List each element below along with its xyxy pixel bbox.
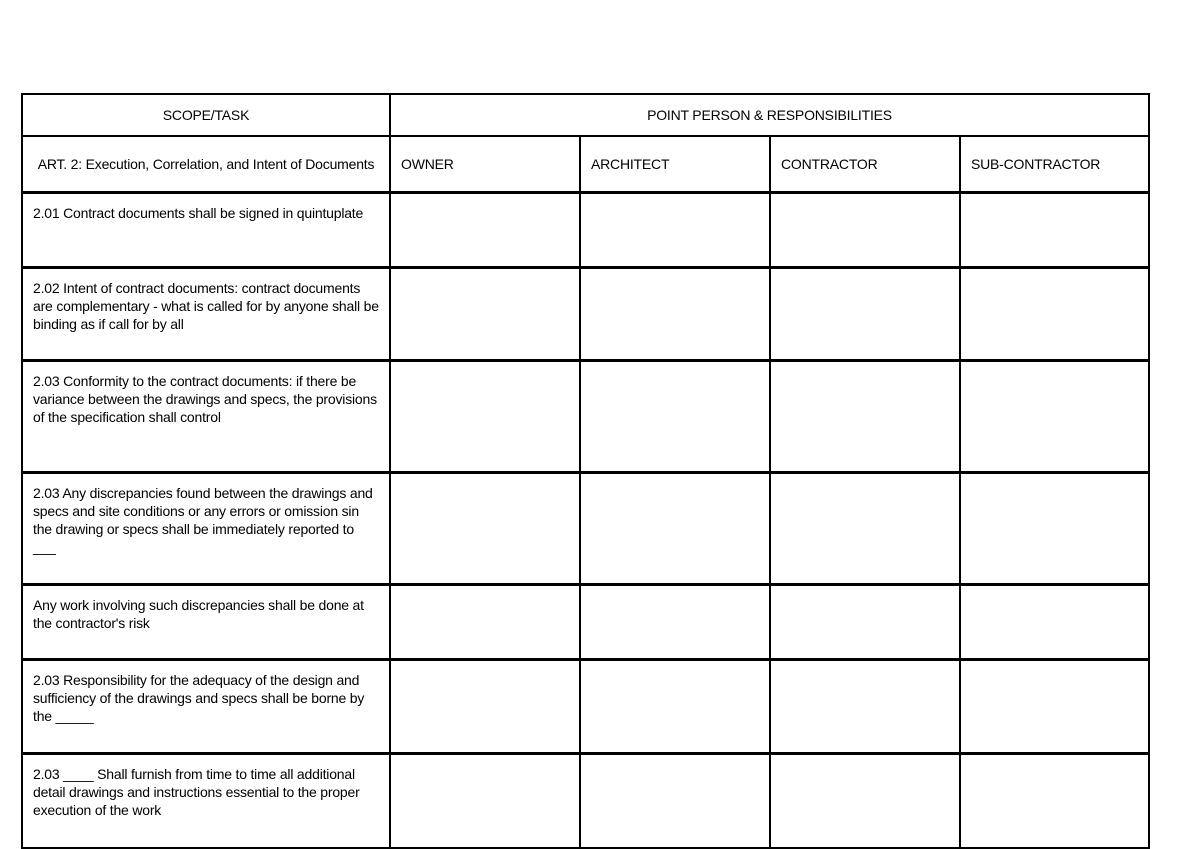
role-header-sub-contractor: SUB-CONTRACTOR bbox=[960, 136, 1149, 193]
table-row bbox=[22, 268, 1149, 361]
table-row bbox=[22, 660, 1149, 754]
contractor-cell[interactable] bbox=[770, 193, 960, 268]
table-row bbox=[22, 754, 1149, 849]
contractor-cell[interactable] bbox=[770, 268, 960, 361]
architect-cell[interactable] bbox=[580, 660, 770, 754]
architect-cell[interactable] bbox=[580, 585, 770, 660]
task-cell: 2.03 Responsibility for the adequacy of the design and sufficiency of the drawings and specs shall be borne by the _____ bbox=[22, 660, 390, 754]
owner-cell[interactable] bbox=[390, 754, 580, 849]
contractor-cell[interactable] bbox=[770, 361, 960, 473]
sub-contractor-cell[interactable] bbox=[960, 193, 1149, 268]
role-header-architect: ARCHITECT bbox=[580, 136, 770, 193]
role-header-owner: OWNER bbox=[390, 136, 580, 193]
contractor-cell[interactable] bbox=[770, 585, 960, 660]
sub-contractor-cell[interactable] bbox=[960, 473, 1149, 585]
point-person-header: POINT PERSON & RESPONSIBILITIES bbox=[390, 94, 1149, 136]
task-cell: 2.01 Contract documents shall be signed in quintuplate bbox=[22, 193, 390, 268]
sub-contractor-cell[interactable] bbox=[960, 754, 1149, 849]
owner-cell[interactable] bbox=[390, 660, 580, 754]
sub-contractor-cell[interactable] bbox=[960, 268, 1149, 361]
owner-cell[interactable] bbox=[390, 585, 580, 660]
contractor-cell[interactable] bbox=[770, 473, 960, 585]
owner-cell[interactable] bbox=[390, 361, 580, 473]
architect-cell[interactable] bbox=[580, 268, 770, 361]
article-header: ART. 2: Execution, Correlation, and Intent of Documents bbox=[22, 136, 390, 193]
sub-contractor-cell[interactable] bbox=[960, 361, 1149, 473]
header-row-roles bbox=[22, 136, 1149, 193]
table-row bbox=[22, 585, 1149, 660]
contractor-cell[interactable] bbox=[770, 754, 960, 849]
role-header-contractor: CONTRACTOR bbox=[770, 136, 960, 193]
task-cell: 2.03 Conformity to the contract documents: if there be variance between the drawings and specs, the provisions of the specification shall control bbox=[22, 361, 390, 473]
architect-cell[interactable] bbox=[580, 473, 770, 585]
sub-contractor-cell[interactable] bbox=[960, 660, 1149, 754]
owner-cell[interactable] bbox=[390, 268, 580, 361]
owner-cell[interactable] bbox=[390, 473, 580, 585]
task-cell: 2.03 Any discrepancies found between the drawings and specs and site conditions or any errors or omission sin the drawing or specs shall be immediately reported to ___ bbox=[22, 473, 390, 585]
table-row bbox=[22, 193, 1149, 268]
contractor-cell[interactable] bbox=[770, 660, 960, 754]
table-row bbox=[22, 361, 1149, 473]
task-cell: 2.03 ____ Shall furnish from time to time all additional detail drawings and instructions essential to the proper execution of the work bbox=[22, 754, 390, 849]
architect-cell[interactable] bbox=[580, 361, 770, 473]
architect-cell[interactable] bbox=[580, 193, 770, 268]
sub-contractor-cell[interactable] bbox=[960, 585, 1149, 660]
table-row bbox=[22, 473, 1149, 585]
task-cell: Any work involving such discrepancies shall be done at the contractor's risk bbox=[22, 585, 390, 660]
task-cell: 2.02 Intent of contract documents: contract documents are complementary - what is called for by anyone shall be binding as if call for by all bbox=[22, 268, 390, 361]
owner-cell[interactable] bbox=[390, 193, 580, 268]
scope-task-header: SCOPE/TASK bbox=[22, 94, 390, 136]
responsibility-matrix-table bbox=[21, 93, 1150, 849]
architect-cell[interactable] bbox=[580, 754, 770, 849]
header-row-top bbox=[22, 94, 1149, 136]
